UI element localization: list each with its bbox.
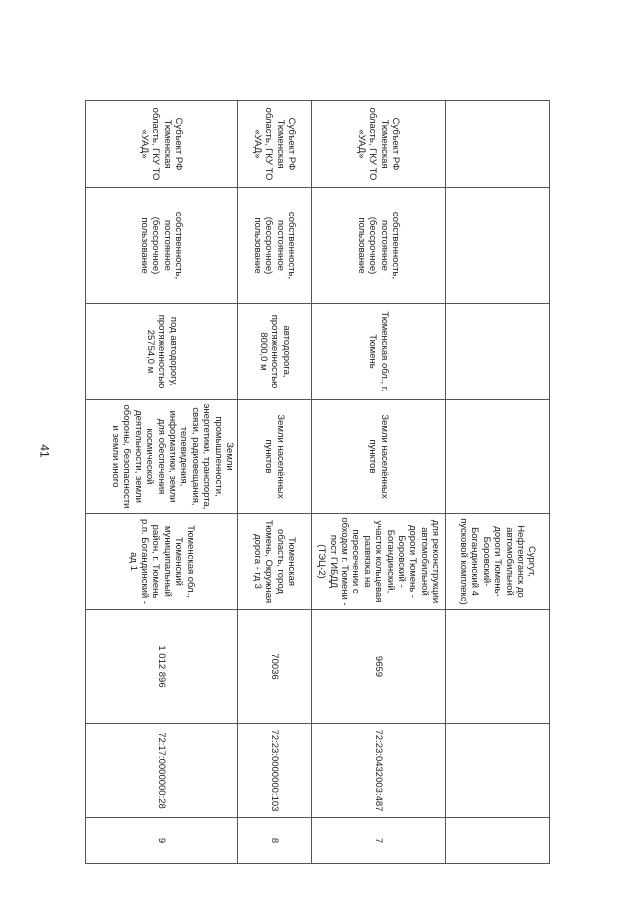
cell-address: автодорога, протяженностью 8000,0 м <box>238 304 312 400</box>
cell-right: собственность, постоянное (бессрочное) пользование <box>86 188 238 304</box>
cell-category: Земли населённых пунктов <box>238 400 312 514</box>
cell-area <box>446 610 550 724</box>
land-plots-table <box>86 100 550 863</box>
rotated-table-container <box>86 100 550 863</box>
table-row <box>238 101 312 864</box>
cell-cadastral: 72:23:0000000:103 <box>238 724 312 818</box>
cell-address: Тюменская обл., г. Тюмень <box>312 304 446 400</box>
table-row-continuation <box>446 101 550 864</box>
cell-address: под автодорогу, протяженностью 25754,0 м <box>86 304 238 400</box>
cell-num <box>446 818 550 864</box>
cell-area: 70036 <box>238 610 312 724</box>
cell-object: для реконструкции автомобильной дороги Тюмень - Боровский - Богандинский, участок кольцевая развязка на пересечении с обходом г. Тюмени - пост ГИБДД (ТЭЦ-2) <box>312 514 446 610</box>
cell-object: Тюменская обл., Тюменский муниципальный район, г. Тюмень р.п. Богандинский - ад 1 <box>86 514 238 610</box>
cell-address <box>446 304 550 400</box>
cell-object: Сургут, Нефтеюганск до автомобильной дороги Тюмень-Боровский-Богандинский 4 пусковой комплекс) <box>446 514 550 610</box>
table-row <box>86 101 238 864</box>
cell-category <box>446 400 550 514</box>
cell-cadastral <box>446 724 550 818</box>
cell-cadastral: 72:23:0432003:487 <box>312 724 446 818</box>
cell-right: собственность, постоянное (бессрочное) пользование <box>238 188 312 304</box>
cell-area: 9659 <box>312 610 446 724</box>
table-row <box>312 101 446 864</box>
cell-right: собственность, постоянное (бессрочное) пользование <box>312 188 446 304</box>
cell-num: 7 <box>312 818 446 864</box>
cell-object: Тюменская область, город Тюмень, Окружная дорога - гд 3 <box>238 514 312 610</box>
cell-cadastral: 72:17:0000000:28 <box>86 724 238 818</box>
cell-right <box>446 188 550 304</box>
cell-holder: Субъект РФ Тюменская область, ГКУ ТО «УАД» <box>312 101 446 188</box>
cell-category: Земли населённых пунктов <box>312 400 446 514</box>
cell-holder: Субъект РФ Тюменская область, ГКУ ТО «УАД» <box>238 101 312 188</box>
cell-num: 8 <box>238 818 312 864</box>
cell-category: Земли промышленности, энергетики, транспорта, связи, радиовещания, телевидения, информатики, земли для обеспечения космической деятельности, земли обороны, безопасности и земли иного <box>86 400 238 514</box>
cell-holder: Субъект РФ Тюменская область, ГКУ ТО «УАД» <box>86 101 238 188</box>
cell-num: 9 <box>86 818 238 864</box>
cell-holder <box>446 101 550 188</box>
cell-area: 1 012 896 <box>86 610 238 724</box>
page-number: 41 <box>37 444 52 458</box>
